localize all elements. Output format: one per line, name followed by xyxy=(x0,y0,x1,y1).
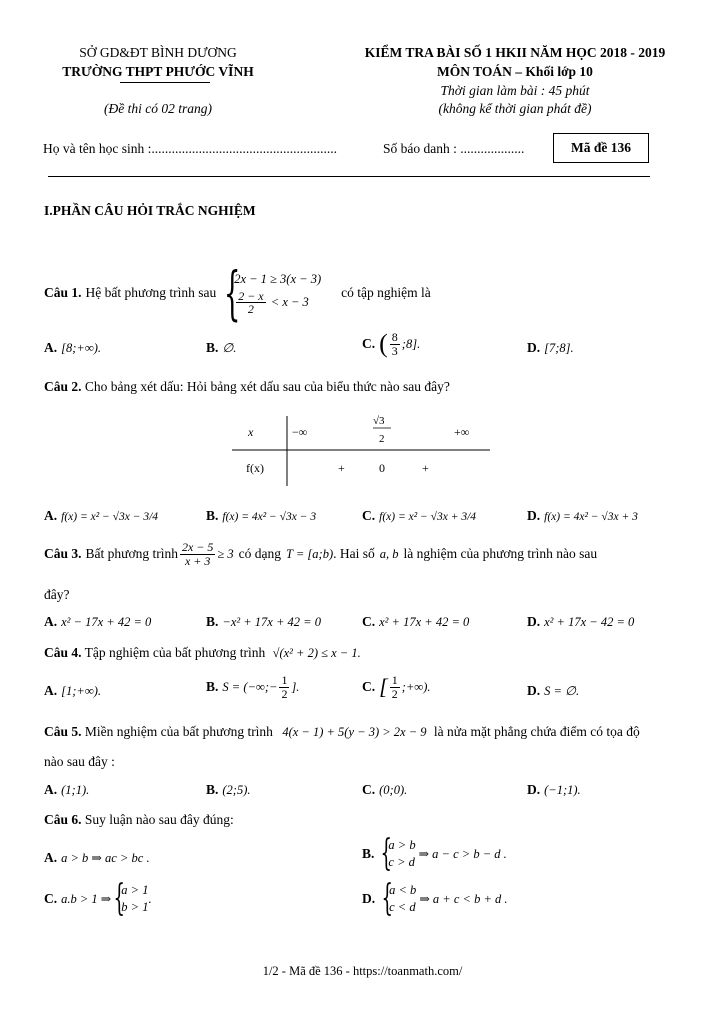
q3-option-b[interactable]: B. −x² + 17x + 42 = 0 xyxy=(206,614,321,629)
q6-option-b[interactable]: B. { a > b c > d ⇒ a − c > b − d . xyxy=(362,833,507,874)
q3-option-d[interactable]: D. x² + 17x − 42 = 0 xyxy=(527,614,635,629)
q3-option-a[interactable]: A. x² − 17x + 42 = 0 xyxy=(44,614,152,629)
question-5-cont: nào sau đây : xyxy=(44,754,115,769)
subject-line: MÔN TOÁN – Khối lớp 10 xyxy=(437,64,593,79)
system-brace: { xyxy=(224,259,241,327)
sign-table-x: x xyxy=(248,425,254,439)
pages-note: (Đề thi có 02 trang) xyxy=(104,101,212,116)
q4-option-b[interactable]: B. S = (−∞;− $\frac{1}{2}$ ]. xyxy=(206,673,300,701)
question-6: Câu 6. Suy luận nào sau đây đúng: xyxy=(44,812,234,827)
q5-option-c[interactable]: C. (0;0). xyxy=(362,782,408,797)
q4-option-c[interactable]: C. [ $\frac{1}{2}$ ;+∞). xyxy=(362,673,431,701)
time-line: Thời gian làm bài : 45 phút xyxy=(440,83,590,98)
question-2-text: Cho bảng xét dấu: Hỏi bảng xét dấu sau của biểu thức nào sau đây? xyxy=(84,379,450,394)
q5-option-d[interactable]: D. (−1;1). xyxy=(527,782,581,797)
section-title: I.PHẦN CÂU HỎI TRẮC NGHIỆM xyxy=(44,203,256,218)
system-eq-2-rhs: < x − 3 xyxy=(270,294,309,309)
question-4-label: Câu 4. xyxy=(44,645,82,660)
q6-option-d[interactable]: D. { a < b c < d ⇒ a + c < b + d . xyxy=(362,878,508,919)
sign-table-root-num: √3 xyxy=(373,415,385,427)
q3-option-c[interactable]: C. x² + 17x + 42 = 0 xyxy=(362,614,470,629)
question-5-label: Câu 5. xyxy=(44,724,82,739)
q6-option-c[interactable]: C. a.b > 1 ⇒ { a > 1 b > 1 . xyxy=(44,878,152,919)
question-2 xyxy=(44,379,450,395)
school-name: TRƯỜNG THPT PHƯỚC VĨNH xyxy=(62,64,254,79)
question-4: Câu 4. Tập nghiệm của bất phương trình √(x² + 2) ≤ x − 1. xyxy=(44,645,361,660)
page-footer: 1/2 - Mã đề 136 - https://toanmath.com/ xyxy=(262,964,463,978)
q6-option-a[interactable]: A. a > b ⇒ ac > bc . xyxy=(44,850,150,865)
sign-table-zero: 0 xyxy=(379,461,385,475)
question-1-label: Câu 1. xyxy=(44,285,82,300)
sign-table-fx: f(x) xyxy=(246,461,264,475)
q2-option-b[interactable]: B. f(x) = 4x² − √3x − 3 xyxy=(206,508,317,523)
question-1 xyxy=(44,258,431,328)
q2-option-c[interactable]: C. f(x) = x² − √3x + 3/4 xyxy=(362,508,477,523)
q1-option-b[interactable]: B. ∅. xyxy=(206,340,237,355)
question-2-label: Câu 2. xyxy=(44,379,82,394)
question-3-cont: đây? xyxy=(44,587,70,602)
question-5: Câu 5. Miền nghiệm của bất phương trình 4(x − 1) + 5(y − 3) > 2x − 9 là nửa mặt phẳng chứa điểm có tọa độ xyxy=(44,724,640,739)
student-name-field: Họ và tên học sinh :....................................................... xyxy=(43,141,337,156)
question-1-text: Hệ bất phương trình sau xyxy=(85,285,217,300)
q1-option-c[interactable]: C. ( $\frac{8}{3}$ ;8]. xyxy=(362,329,421,359)
q5-option-b[interactable]: B. (2;5). xyxy=(206,782,251,797)
exam-code-box: Mã đề 136 xyxy=(553,133,649,163)
frac-num: 2 − x xyxy=(238,288,264,303)
sign-table-neg-inf: −∞ xyxy=(292,425,308,439)
sign-table-root-den: 2 xyxy=(379,433,385,445)
system-eq-2 xyxy=(234,290,321,316)
q5-option-a[interactable]: A. (1;1). xyxy=(44,782,90,797)
question-1-system xyxy=(234,270,321,316)
q4-option-a[interactable]: A. [1;+∞). xyxy=(44,683,102,698)
question-1-tail: có tập nghiệm là xyxy=(341,285,431,300)
q2-option-a[interactable]: A. f(x) = x² − √3x − 3/4 xyxy=(44,508,159,523)
q2-option-d[interactable]: D. f(x) = 4x² − √3x + 3 xyxy=(527,508,638,523)
sign-table xyxy=(232,410,490,486)
sign-table-sign-1: + xyxy=(338,461,345,475)
frac-den: 2 xyxy=(247,302,254,317)
exam-title: KIỂM TRA BÀI SỐ 1 HKII NĂM HỌC 2018 - 2019 xyxy=(364,45,666,60)
question-3: Câu 3. Bất phương trình $\frac{2x - 5}{x + 3}$ ≥ 3 có dạng T = [a;b) . Hai số a, b là nghiệm của phương trình nào sau xyxy=(44,540,598,568)
sign-table-sign-2: + xyxy=(422,461,429,475)
question-3-label: Câu 3. xyxy=(44,546,82,562)
question-3-fraction: $\frac{2x - 5}{x + 3}$ xyxy=(181,540,214,568)
school-underline xyxy=(120,82,210,83)
sign-table-pos-inf: +∞ xyxy=(454,425,470,439)
q1-option-a[interactable]: A. [8;+∞). xyxy=(44,340,102,355)
q1-option-d[interactable]: D. [7;8]. xyxy=(527,340,574,355)
department-name: SỞ GD&ĐT BÌNH DƯƠNG xyxy=(79,45,237,60)
q4-option-d[interactable]: D. S = ∅. xyxy=(527,683,580,698)
header-divider xyxy=(48,176,650,177)
student-id-field: Số báo danh : ................... xyxy=(383,141,525,156)
question-6-label: Câu 6. xyxy=(44,812,82,827)
system-eq-1: 2x − 1 ≥ 3(x − 3) xyxy=(234,272,322,287)
time-note: (không kể thời gian phát đề) xyxy=(438,101,592,116)
